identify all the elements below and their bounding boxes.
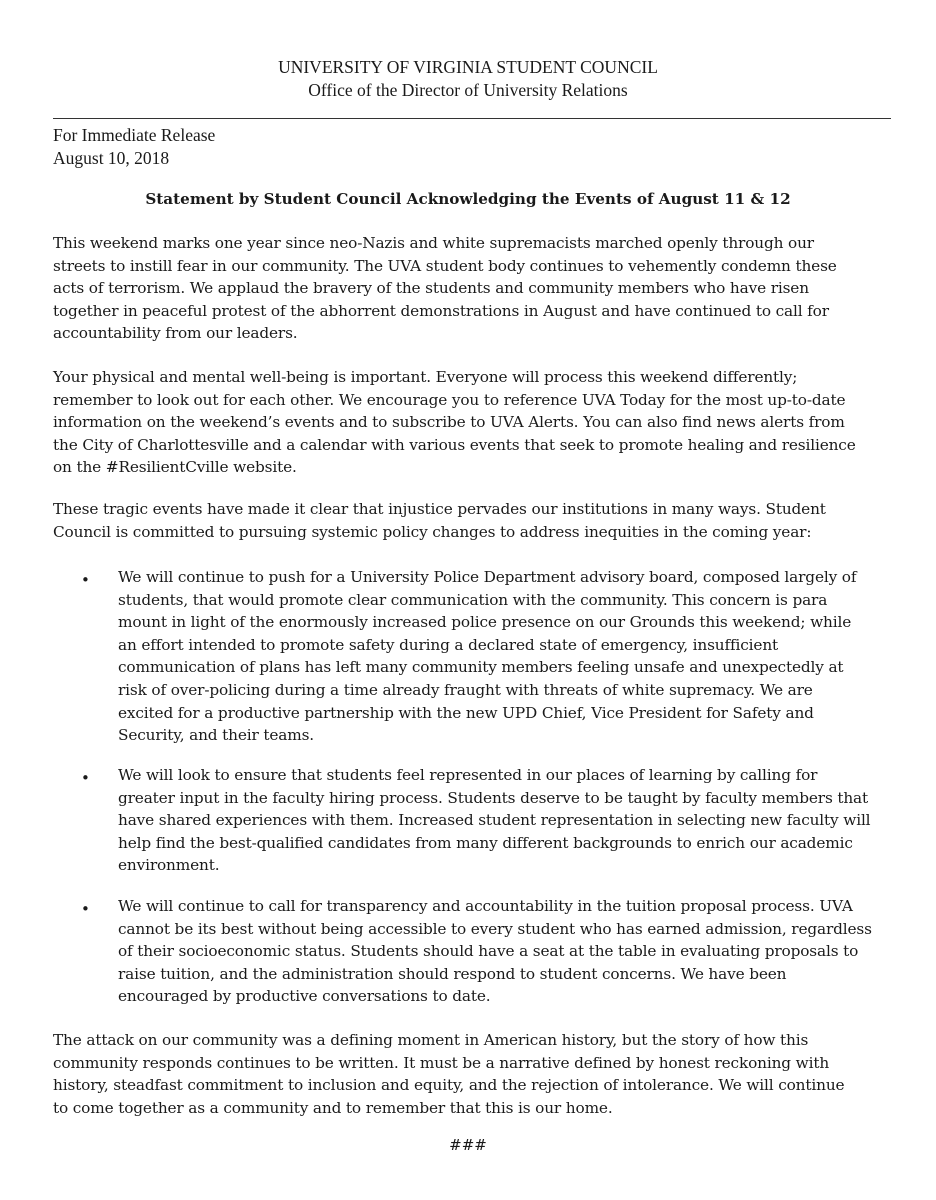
bullet-line: We will continue to push for a University Police Department advisory board, composed largely of (118, 568, 857, 586)
bullet-police-advisory (118, 566, 918, 747)
bullet-marker: • (81, 769, 90, 787)
bullet-line: an effort intended to promote safety during a declared state of emergency, insufficient (118, 635, 779, 654)
bullet-tuition-process (118, 895, 918, 1008)
bullet-line: help find the best-qualified candidates from many different backgrounds to enrich our academic (118, 833, 853, 852)
bullet-line: We will look to ensure that students feel represented in our places of learning by calling for (118, 766, 818, 784)
paragraph-line: to come together as a community and to remember that this is our home. (53, 1098, 613, 1117)
paragraph-line: The attack on our community was a defining moment in American history, but the story of how this (53, 1031, 809, 1049)
paragraph-commitment (53, 498, 903, 543)
paragraph-line: This weekend marks one year since neo-Nazis and white supremacists marched openly through our (53, 234, 814, 252)
paragraph-line: the City of Charlottesville and a calendar with various events that seek to promote healing and resilience (53, 435, 856, 454)
bullet-faculty-hiring (118, 764, 918, 877)
paragraph-closing (53, 1029, 903, 1119)
bullet-line: raise tuition, and the administration should respond to student concerns. We have been (118, 964, 787, 983)
statement-title: Statement by Student Council Acknowledging the Events of August 11 & 12 (145, 190, 791, 208)
paragraph-wellbeing (53, 366, 903, 479)
paragraph-line: on the #ResilientCville website. (53, 458, 297, 477)
bullet-line: cannot be its best without being accessible to every student who has earned admission, regardless (118, 919, 872, 938)
bullet-line: risk of over-policing during a time already fraught with threats of white supremacy. We are (118, 680, 813, 699)
release-date: August 10, 2018 (53, 148, 170, 168)
bullet-line: Security, and their teams. (118, 726, 315, 745)
paragraph-line: Your physical and mental well-being is important. Everyone will process this weekend differently; (53, 368, 798, 386)
office-name: Office of the Director of University Relations (308, 80, 628, 100)
bullet-line: students, that would promote clear communication with the community. This concern is para (118, 590, 828, 609)
paragraph-line: Council is committed to pursuing systemic policy changes to address inequities in the coming year: (53, 522, 812, 541)
end-of-release-mark: ### (449, 1136, 487, 1154)
release-label: For Immediate Release (53, 125, 216, 145)
bullet-line: have shared experiences with them. Increased student representation in selecting new faculty will (118, 811, 871, 830)
paragraph-line: acts of terrorism. We applaud the bravery of the students and community members who have risen (53, 279, 809, 298)
bullet-line: We will continue to call for transparency and accountability in the tuition proposal process. UVA (118, 897, 853, 915)
paragraph-line: accountability from our leaders. (53, 324, 298, 343)
paragraph-intro (53, 232, 903, 345)
bullet-line: communication of plans has left many community members feeling unsafe and unexpectedly at (118, 658, 844, 677)
release-info (53, 124, 215, 170)
bullet-line: encouraged by productive conversations to date. (118, 987, 491, 1006)
paragraph-line: remember to look out for each other. We encourage you to reference UVA Today for the most up-to-date (53, 390, 846, 409)
paragraph-line: information on the weekend’s events and to subscribe to UVA Alerts. You can also find news alerts from (53, 413, 845, 432)
bullet-line: environment. (118, 856, 220, 875)
bullet-line: mount in light of the enormously increased police presence on our Grounds this weekend; while (118, 613, 852, 632)
bullet-line: greater input in the faculty hiring process. Students deserve to be taught by faculty members that (118, 788, 869, 807)
paragraph-line: community responds continues to be written. It must be a narrative defined by honest reckoning with (53, 1053, 830, 1072)
paragraph-line: together in peaceful protest of the abhorrent demonstrations in August and have continued to call for (53, 301, 829, 320)
paragraph-line: streets to instill fear in our community. The UVA student body continues to vehemently condemn these (53, 256, 837, 275)
bullet-marker: • (81, 571, 90, 589)
paragraph-line: history, steadfast commitment to inclusion and equity, and the rejection of intolerance. We will continue (53, 1076, 845, 1095)
organization-name: UNIVERSITY OF VIRGINIA STUDENT COUNCIL (278, 57, 658, 77)
bullet-line: of their socioeconomic status. Students should have a seat at the table in evaluating proposals to (118, 942, 859, 961)
bullet-line: excited for a productive partnership with the new UPD Chief, Vice President for Safety and (118, 703, 814, 722)
letterhead (0, 56, 936, 102)
header-divider (53, 118, 891, 119)
bullet-marker: • (81, 900, 90, 918)
paragraph-line: These tragic events have made it clear that injustice pervades our institutions in many ways. Student (53, 500, 826, 518)
